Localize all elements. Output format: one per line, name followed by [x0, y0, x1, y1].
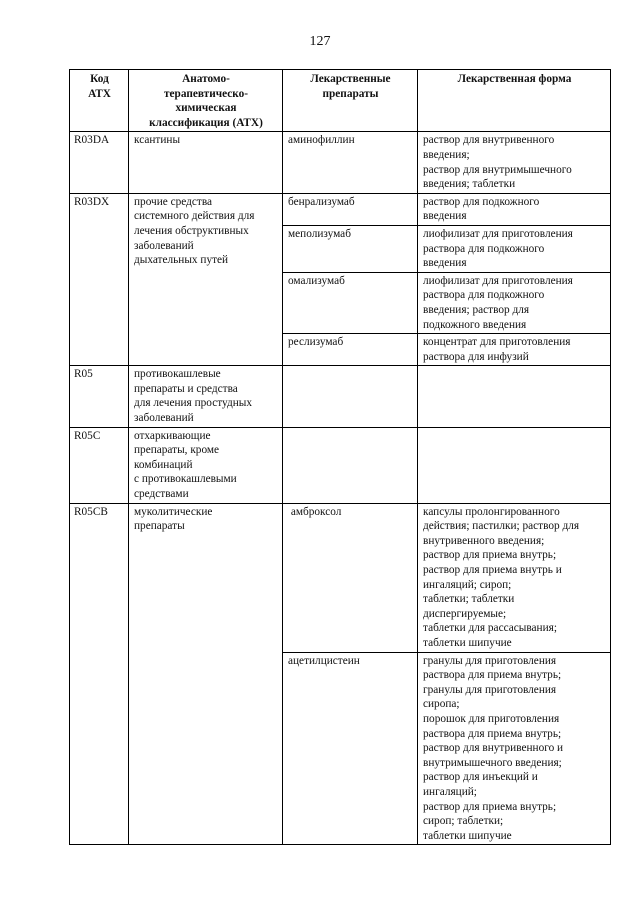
text-line: меполизумаб [288, 227, 351, 240]
text-line: раствора для инфузий [423, 350, 529, 363]
text-line: порошок для приготовления [423, 712, 560, 725]
text-line: раствора для приема внутрь; [423, 727, 562, 740]
drug-name-cell [283, 334, 418, 366]
text-line: системного действия для [134, 210, 255, 223]
table-row [70, 503, 611, 652]
drug-name-cell [283, 132, 418, 193]
header-dosage-form [418, 70, 611, 132]
text-line: раствора для приема внутрь; [423, 669, 562, 682]
text-line: раствор для приема внутрь и [423, 564, 562, 576]
text-line: раствор для инъекций и [423, 771, 538, 784]
dosage-form-cell [418, 366, 611, 427]
text-line: препараты [134, 520, 185, 533]
text-line: амброксол [288, 505, 342, 518]
drug-name-cell [283, 193, 418, 225]
dosage-form-cell [418, 272, 611, 333]
text-line: сиропа; [423, 698, 460, 711]
atx-classification-table [69, 69, 611, 845]
page-number: 127 [309, 34, 331, 49]
text-line: Лекарственные [310, 73, 391, 85]
drug-name-cell [283, 272, 418, 333]
text-line: раствор для внутримышечного [423, 163, 572, 176]
text-line: введения [423, 210, 467, 223]
text-line: таблетки для рассасывания; [423, 622, 557, 635]
text-line: раствор для подкожного [423, 195, 540, 208]
text-line: АТХ [88, 87, 111, 100]
table-row [70, 132, 611, 193]
atx-classification-cell [129, 193, 283, 366]
text-line: бенрализумаб [288, 195, 355, 208]
text-line: ацетилцистеин [288, 654, 360, 667]
text-line: терапевтическо- [163, 87, 249, 100]
dosage-form-cell [418, 427, 611, 503]
header-classification [129, 70, 283, 132]
text-line: диспергируемые; [423, 607, 507, 620]
text-line: ксантины [134, 134, 181, 147]
drug-name-cell [283, 503, 418, 652]
text-line: таблетки; таблетки [423, 593, 515, 606]
dosage-form-cell [418, 503, 611, 652]
text-line: сироп; таблетки; [423, 815, 504, 828]
text-line: введения [423, 257, 467, 270]
text-line: введения; [423, 148, 470, 161]
text-line: концентрат для приготовления [423, 336, 571, 349]
text-line: противокашлевые [134, 368, 221, 381]
atx-code-cell: R05CB [70, 503, 129, 845]
text-line: таблетки шипучие [423, 829, 512, 842]
drug-name-cell [283, 366, 418, 427]
text-line: омализумаб [288, 274, 345, 287]
text-line: аминофиллин [288, 134, 355, 147]
drug-name-cell [283, 427, 418, 503]
atx-code-cell: R05 [70, 366, 129, 427]
table-body [70, 132, 611, 845]
text-line: химическая [175, 102, 237, 115]
text-line: препараты [322, 87, 379, 100]
text-line: комбинаций [134, 458, 193, 471]
atx-classification-cell [129, 132, 283, 193]
text-line: Лекарственная форма [457, 73, 572, 85]
text-line: реслизумаб [288, 336, 344, 349]
atx-classification-cell [129, 427, 283, 503]
text-line: заболеваний [134, 239, 194, 252]
table-row [70, 366, 611, 427]
table-header-row [70, 70, 611, 132]
dosage-form-cell [418, 193, 611, 225]
text-line: средствами [134, 488, 189, 501]
table-row [70, 427, 611, 503]
text-line: Анатомо- [182, 73, 230, 85]
text-line: прочие средства [134, 195, 213, 208]
text-line: внутривенного введения; [423, 534, 545, 547]
header-code [70, 70, 129, 132]
text-line: внутримышечного введения; [423, 756, 562, 769]
text-line: заболеваний [134, 412, 194, 425]
text-line: введения; раствор для [423, 303, 530, 316]
atx-classification-cell [129, 366, 283, 427]
dosage-form-cell [418, 652, 611, 845]
text-line: подкожного введения [423, 318, 527, 331]
text-line: раствора для подкожного [423, 289, 545, 302]
drug-name-cell [283, 652, 418, 845]
table-row [70, 193, 611, 225]
dosage-form-cell [418, 225, 611, 272]
text-line: гранулы для приготовления [423, 683, 557, 696]
atx-code-cell: R03DA [70, 132, 129, 193]
text-line: раствор для приема внутрь; [423, 549, 557, 562]
text-line: гранулы для приготовления [423, 654, 557, 667]
drug-name-cell [283, 225, 418, 272]
text-line: препараты, кроме [134, 444, 220, 457]
dosage-form-cell [418, 334, 611, 366]
atx-code-cell: R03DX [70, 193, 129, 366]
text-line: классификация (АТХ) [149, 116, 263, 129]
text-line: действия; пастилки; раствор для [423, 520, 580, 533]
text-line: ингаляций; сироп; [423, 578, 512, 591]
text-line: введения; таблетки [423, 178, 516, 191]
text-line: лиофилизат для приготовления [423, 227, 573, 240]
text-line: для лечения простудных [134, 397, 252, 410]
dosage-form-cell [418, 132, 611, 193]
text-line: раствор для приема внутрь; [423, 800, 557, 813]
header-drugs [283, 70, 418, 132]
atx-code-cell: R05C [70, 427, 129, 503]
atx-classification-cell [129, 503, 283, 845]
text-line: таблетки шипучие [423, 636, 512, 649]
text-line: раствора для подкожного [423, 242, 545, 255]
text-line: Код [90, 73, 109, 85]
text-line: лечения обструктивных [134, 224, 249, 237]
text-line: раствор для внутривенного и [423, 742, 564, 755]
text-line: с противокашлевыми [134, 473, 237, 486]
text-line: препараты и средства [134, 382, 238, 395]
text-line: муколитические [134, 505, 213, 518]
text-line: дыхательных путей [134, 254, 229, 267]
text-line: лиофилизат для приготовления [423, 274, 573, 287]
text-line: ингаляций; [423, 785, 477, 798]
text-line: отхаркивающие [134, 429, 211, 442]
text-line: раствор для внутривенного [423, 134, 555, 147]
text-line: капсулы пролонгированного [423, 505, 560, 518]
